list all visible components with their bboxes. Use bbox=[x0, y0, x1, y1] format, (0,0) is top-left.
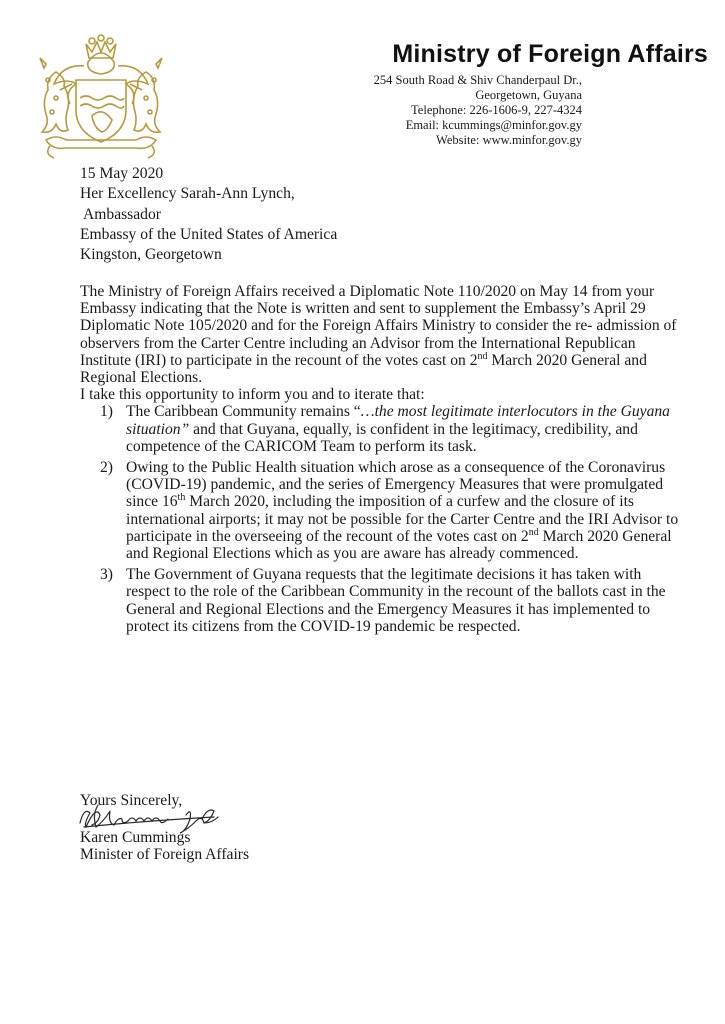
list-item: 3) The Government of Guyana requests that the legitimate decisions it has taken with respect to the role of the Caribbean Community in the recount of the ballots cast in the General and Regional Elections and the Emergency Measures it has implemented to protect its citizens from the COVID-19 pandemic be respected. bbox=[100, 566, 666, 635]
signer-title: Minister of Foreign Affairs bbox=[80, 846, 250, 863]
closing-salutation: Yours Sincerely, bbox=[80, 792, 183, 809]
recipient-name: Her Excellency Sarah-Ann Lynch, bbox=[80, 185, 295, 203]
list-item: 1) The Caribbean Community remains “…the most legitimate interlocutors in the Guyana situation” and that Guyana, equally, is confident in the legitimacy, credibility, and competence of the CARICOM Team to perform its task. bbox=[100, 403, 670, 455]
letter-body bbox=[80, 283, 680, 635]
website[interactable]: Website: www.minfor.gov.gy bbox=[436, 133, 582, 147]
intro-paragraph: The Ministry of Foreign Affairs received a Diplomatic Note 110/2020 on May 14 from your Embassy indicating that the Note is written and sent to supplement the Embassy’s April 29 Diplomatic Note 105/2020 and for the Foreign Affairs Ministry to consider the re- admission of observers from the Carter Centre including an Advisor from the International Republican Institute (IRI) to participate in the recount of the votes cast on 2nd March 2020 General and Regional Elections. bbox=[80, 283, 677, 387]
recipient-title: Ambassador bbox=[83, 205, 161, 223]
address-line-1: 254 South Road & Shiv Chanderpaul Dr., bbox=[373, 73, 582, 87]
email[interactable]: Email: kcummings@minfor.gov.gy bbox=[405, 118, 582, 132]
recipient-location: Kingston, Georgetown bbox=[80, 246, 222, 264]
list-item: 2) Owing to the Public Health situation which arose as a consequence of the Coronavirus (COVID-19) pandemic, and the series of Emergency Measures that were promulgated since 16th March 2020, including the imposition of a curfew and the closure of its international airports; it may not be possible for the Carter Centre and the IRI Advisor to participate in the overseeing of the recount of the votes cast on 2nd March 2020 General and Regional Elections which as you are aware has already commenced. bbox=[100, 459, 679, 563]
coat-of-arms-icon bbox=[26, 32, 176, 160]
address-line-2: Georgetown, Guyana bbox=[475, 88, 582, 102]
letter-date: 15 May 2020 bbox=[80, 165, 164, 182]
ministry-title: Ministry of Foreign Affairs bbox=[392, 40, 708, 68]
recipient-block bbox=[80, 164, 337, 265]
letterhead-contact bbox=[330, 73, 582, 148]
recipient-embassy: Embassy of the United States of America bbox=[80, 225, 338, 243]
points-list bbox=[80, 403, 680, 635]
lead-in: I take this opportunity to inform you and to iterate that: bbox=[80, 386, 425, 404]
telephone: Telephone: 226-1606-9, 227-4324 bbox=[411, 103, 582, 117]
signer-name: Karen Cummings bbox=[80, 828, 191, 846]
handwritten-signature bbox=[74, 797, 254, 835]
